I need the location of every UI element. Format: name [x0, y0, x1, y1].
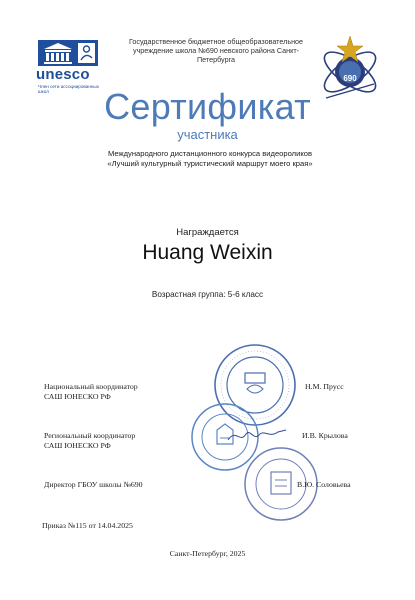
- city-year: Санкт-Петербург, 2025: [169, 549, 246, 558]
- director-name: В.Ю. Соловьева: [297, 480, 351, 489]
- unesco-subtitle: Член сети ассоциированных школ: [38, 84, 99, 95]
- contest-line-2: «Лучший культурный туристический маршрут моего края»: [107, 158, 313, 168]
- contest-line-1: Международного дистанционного конкурса видеороликов: [107, 149, 313, 158]
- regional-coordinator-role: [44, 431, 135, 451]
- certificate-subtitle: участника: [177, 127, 238, 142]
- unesco-temple-icon: [38, 40, 98, 66]
- recipient-name: Huang Weixin: [142, 241, 273, 264]
- national-role-line-1: Национальный координатор: [44, 382, 138, 391]
- regional-role-line-2: САШ ЮНЕСКО РФ: [44, 441, 111, 450]
- national-role-line-2: САШ ЮНЕСКО РФ: [44, 392, 111, 401]
- school-name: Государственное бюджетное общеобразовательное учреждение школа №690 невского района Санкт-Петербурга: [128, 37, 304, 64]
- national-coordinator-role: [44, 382, 138, 402]
- contest-description: [70, 149, 350, 168]
- order-number: Приказ №115 от 14.04.2025: [42, 521, 133, 530]
- age-group: Возрастная группа: 5-6 класс: [151, 290, 264, 299]
- regional-coordinator-name: И.В. Крылова: [302, 431, 348, 440]
- awarded-label: Награждается: [176, 227, 239, 238]
- emblem-number: 690: [343, 74, 357, 83]
- regional-signature-icon: [226, 424, 288, 446]
- director-role: Директор ГБОУ школы №690: [44, 480, 143, 489]
- certificate-title: Сертификат: [104, 86, 311, 127]
- unesco-wordmark: unesco: [36, 66, 90, 83]
- national-coordinator-name: Н.М. Прусс: [305, 382, 344, 391]
- regional-role-line-1: Региональный координатор: [44, 431, 136, 440]
